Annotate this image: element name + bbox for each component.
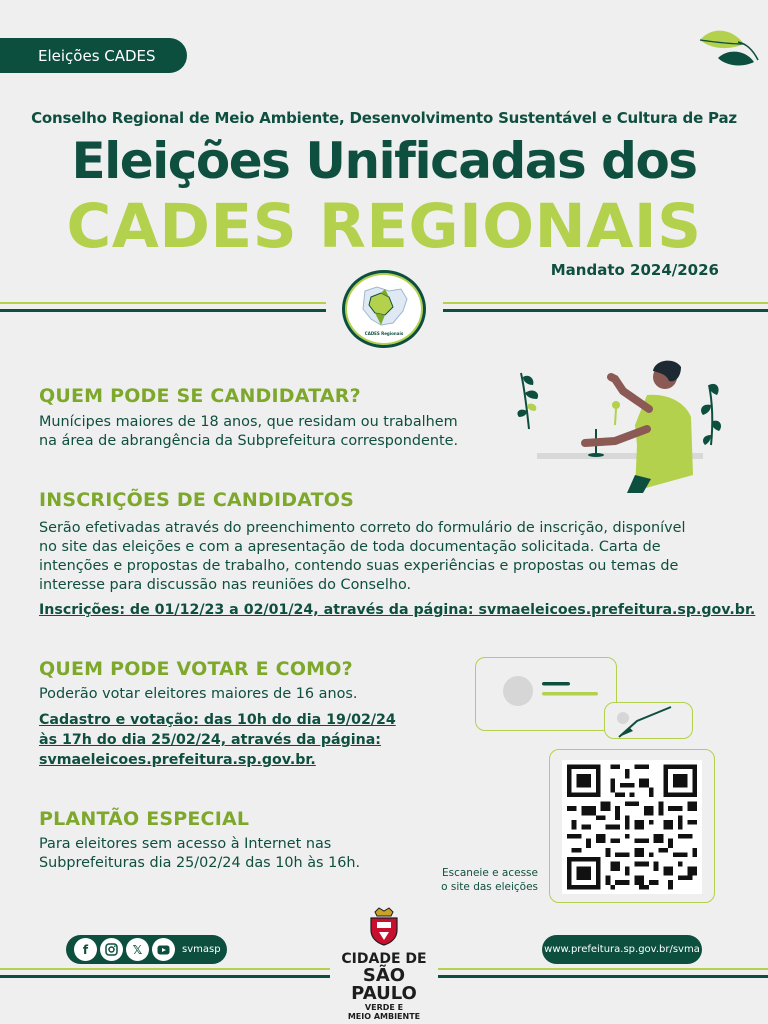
profile-card-illustration [475,657,617,731]
vote-link-line-3[interactable]: svmaeleicoes.prefeitura.sp.gov.br. [39,752,316,768]
divider-left-lime [0,302,326,304]
tag-eleicoes-cades [0,38,187,73]
tag-label: Eleições CADES [38,46,156,65]
registrations-text-4: interesse para discussão nas reuniões do Conselho. [39,577,412,593]
vote-link-line-1[interactable]: Cadastro e votação: das 10h do dia 19/02/24 [39,712,396,728]
section-title-registrations: INSCRIÇÕES DE CANDIDATOS [39,489,355,511]
qr-code-icon [562,760,702,894]
bottom-line-lime-right [438,968,768,970]
registrations-text-2: no site das eleições e com a apresentação de toda documentação solicitada. Carta de [39,539,661,555]
section-title-who-can-vote: QUEM PODE VOTAR E COMO? [39,658,353,680]
vote-link-line-2[interactable]: às 17h do dia 25/02/24, através da página: [39,732,381,748]
registrations-text-3: intenções e propostas de trabalho, contendo suas experiências e propostas ou temas de [39,558,679,574]
site-link[interactable]: www.prefeitura.sp.gov.br/svma [542,935,702,964]
city-logo [330,906,438,1021]
special-text-2: Subprefeituras dia 25/02/24 das 10h às 16h. [39,855,361,871]
title-line-2: CADES REGIONAIS [66,191,702,262]
council-subtitle: Conselho Regional de Meio Ambiente, Desenvolvimento Sustentável e Cultura de Paz [31,109,737,127]
qr-caption-line-2: o site das eleições [441,881,538,893]
qr-caption [441,866,538,894]
logo-text: CADES Regionais [364,330,404,336]
city-sub-line-2: MEIO AMBIENTE [347,1012,421,1021]
candidate-speaking-illustration [515,355,725,495]
profile-card-graphic [476,658,618,732]
bottom-line-lime [0,968,330,970]
instagram-icon[interactable] [100,938,123,961]
qr-caption-line-1: Escaneie e acesse [441,867,538,879]
cades-logo [342,270,426,348]
city-name-line-1: CIDADE DE [341,951,427,967]
section-title-who-can-run: QUEM PODE SE CANDIDATAR? [39,385,361,407]
divider-left-dark [0,309,326,312]
who-can-vote-text: Poderão votar eleitores maiores de 16 anos. [39,686,358,702]
bottom-line-dark-right [438,975,768,978]
map-icon [355,283,413,329]
x-icon[interactable]: 𝕏 [126,938,149,961]
bottom-line-dark [0,975,330,978]
coat-of-arms-icon [367,906,401,946]
who-can-run-text-2: na área de abrangência da Subprefeitura correspondente. [39,433,459,449]
registrations-text-1: Serão efetivadas através do preenchimento correto do formulário de inscrição, disponível [39,520,686,536]
pointer-card-illustration [604,702,693,739]
youtube-icon[interactable] [152,938,175,961]
cursor-icon [605,703,694,740]
city-name-line-2: SÃO PAULO [351,965,417,1004]
divider-right-lime [443,302,768,304]
divider-right-dark [443,309,768,312]
social-links [66,935,227,964]
facebook-icon[interactable]: f [74,938,97,961]
section-title-special: PLANTÃO ESPECIAL [39,808,250,830]
title-line-1: Eleições Unificadas dos [71,132,697,190]
qr-code-frame [549,749,715,903]
qr-code[interactable] [562,760,702,894]
who-can-run-text-1: Munícipes maiores de 18 anos, que residam ou trabalhem [39,414,458,430]
mandate-label: Mandato 2024/2026 [550,261,719,279]
leaf-icon [692,22,762,72]
special-text-1: Para eleitores sem acesso à Internet nas [39,836,332,852]
registrations-link[interactable]: Inscrições: de 01/12/23 a 02/01/24, através da página: svmaeleicoes.prefeitura.sp.gov.br. [39,602,756,618]
social-handle[interactable]: svmasp [182,944,221,955]
city-sub-line-1: VERDE E [364,1003,404,1012]
